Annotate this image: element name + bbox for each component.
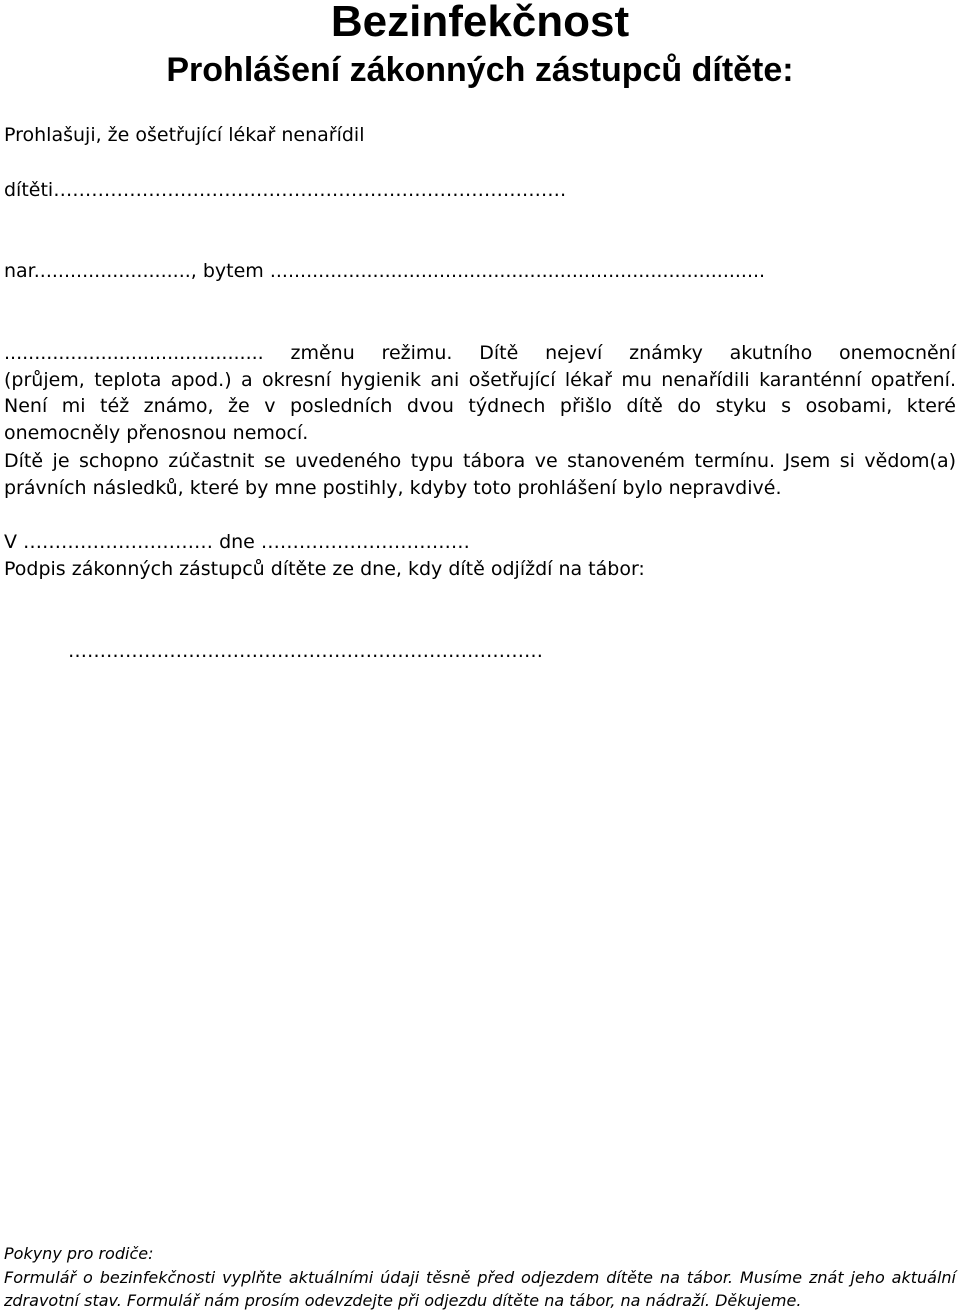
footer-line-2: zdravotní stav. Formulář nám prosím odevzdejte při odjezdu dítěte na tábor, na nádraží. Děkujeme. (4, 1291, 802, 1310)
capability-line-1: Dítě je schopno zúčastnit se uvedeného typu tábora ve stanoveném termínu. Jsem si vědom(a) (4, 450, 956, 472)
declaration-line-3: Není mi též známo, že v posledních dvou týdnech přišlo dítě do styku s osobami, které (4, 395, 956, 417)
signature-line: ………………………………………………………………… (68, 640, 543, 662)
place-date-line: V ………………………… dne …………………………… (4, 531, 470, 553)
declaration-line-2: (průjem, teplota apod.) a okresní hygienik ani ošetřující lékař mu nenařídili karanténní opatření. (4, 369, 956, 391)
document-title: Bezinfekčnost (330, 0, 630, 46)
footer-line-1: Formulář o bezinfekčnosti vyplňte aktuálními údaji těsně před odjezdem dítěte na tábor. Musíme znát jeho aktuální (4, 1268, 956, 1287)
footer-heading: Pokyny pro rodiče: (4, 1244, 154, 1263)
signature-label: Podpis zákonných zástupců dítěte ze dne, kdy dítě odjíždí na tábor: (4, 558, 645, 580)
child-name-line: dítěti……………………………………………………………………… (4, 179, 567, 201)
birth-address-line: nar.........................., bytem .................................................................................. (4, 260, 766, 282)
declaration-line-4: onemocněly přenosnou nemocí. (4, 422, 309, 444)
document-subtitle: Prohlášení zákonných zástupců dítěte: (166, 51, 794, 89)
declaration-line-1: ........................................... změnu režimu. Dítě nejeví známky akutního onemocnění (4, 342, 956, 364)
intro-line: Prohlašuji, že ošetřující lékař nenařídil (4, 124, 365, 146)
capability-line-2: právních následků, které by mne postihly, kdyby toto prohlášení bylo nepravdivé. (4, 477, 782, 499)
